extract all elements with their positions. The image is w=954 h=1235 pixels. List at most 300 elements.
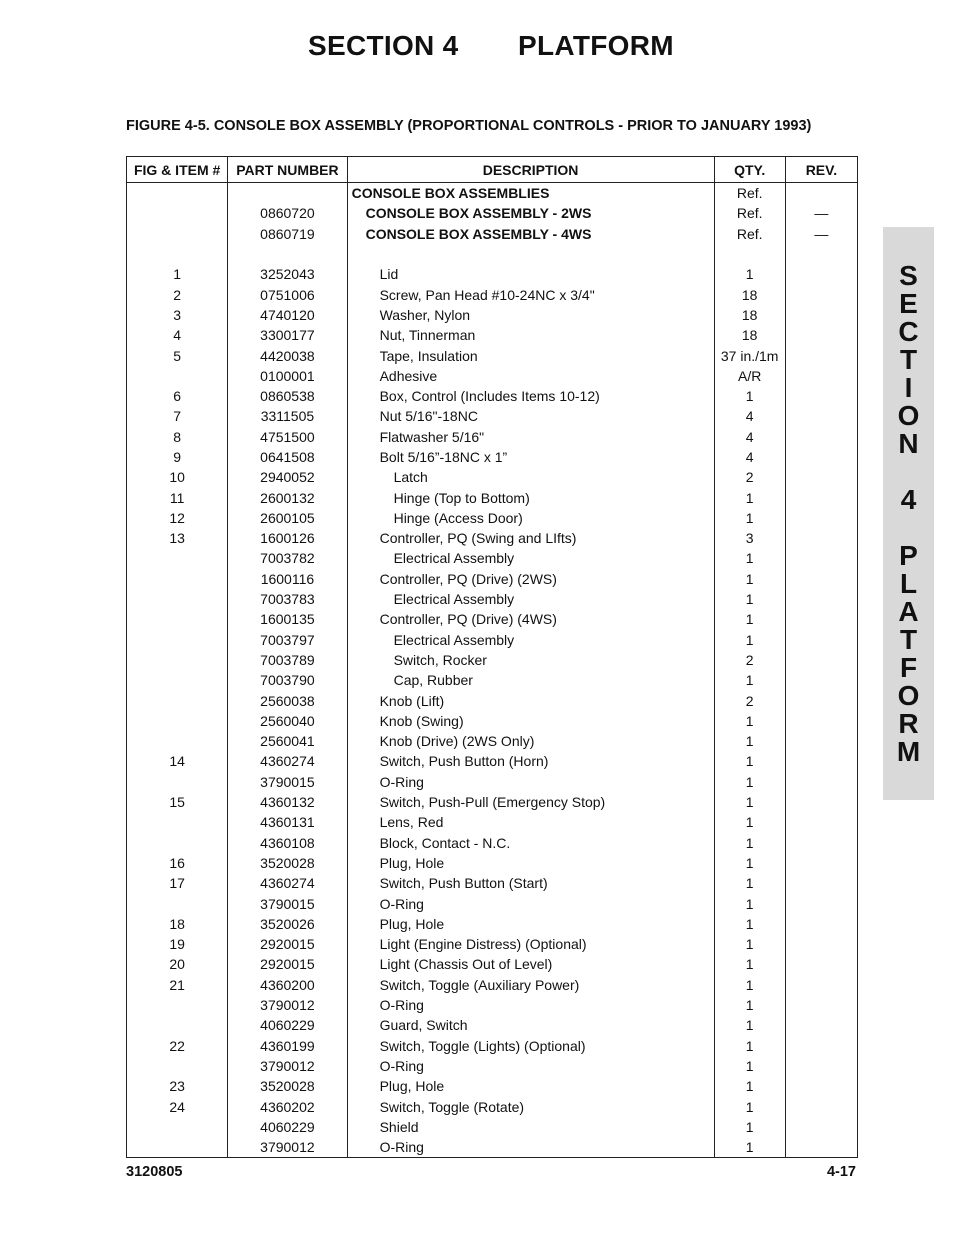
cell-fig-item: 21 — [127, 975, 228, 995]
cell-rev — [785, 772, 857, 792]
cell-description: Shield — [347, 1117, 714, 1137]
document-number: 3120805 — [126, 1164, 183, 1180]
cell-fig-item — [127, 731, 228, 751]
cell-description: O-Ring — [347, 1056, 714, 1076]
table-row — [127, 812, 858, 832]
table-row — [127, 366, 858, 386]
cell-part-number: 2920015 — [228, 934, 347, 954]
cell-part-number: 7003790 — [228, 670, 347, 690]
cell-part-number: 7003797 — [228, 630, 347, 650]
cell-qty: 1 — [714, 812, 785, 832]
cell-description: Electrical Assembly — [347, 548, 714, 568]
cell-rev — [785, 650, 857, 670]
cell-rev — [785, 873, 857, 893]
cell-description: Latch — [347, 467, 714, 487]
cell-qty: 2 — [714, 467, 785, 487]
table-row — [127, 690, 858, 710]
cell-rev — [785, 1117, 857, 1137]
cell-qty: 1 — [714, 975, 785, 995]
cell-fig-item — [127, 609, 228, 629]
cell-part-number: 0860538 — [228, 386, 347, 406]
figure-title: FIGURE 4-5. CONSOLE BOX ASSEMBLY (PROPORTIONAL CONTROLS - PRIOR TO JANUARY 1993) — [126, 118, 812, 134]
cell-part-number: 3520026 — [228, 914, 347, 934]
cell-rev — [785, 264, 857, 284]
cell-rev — [785, 975, 857, 995]
section-title: PLATFORM — [518, 30, 674, 61]
cell-rev — [785, 427, 857, 447]
cell-qty: 1 — [714, 954, 785, 974]
cell-fig-item: 17 — [127, 873, 228, 893]
cell-rev — [785, 548, 857, 568]
cell-rev — [785, 690, 857, 710]
cell-rev — [785, 853, 857, 873]
table-row — [127, 345, 858, 365]
cell-rev — [785, 1035, 857, 1055]
cell-part-number: 7003783 — [228, 589, 347, 609]
table-row — [127, 853, 858, 873]
cell-qty — [714, 244, 785, 264]
cell-fig-item — [127, 1117, 228, 1137]
cell-qty: 1 — [714, 792, 785, 812]
cell-part-number: 4060229 — [228, 1117, 347, 1137]
parts-table — [126, 156, 858, 1158]
side-tab-letter: T — [899, 624, 918, 655]
cell-part-number: 2600105 — [228, 508, 347, 528]
table-row — [127, 203, 858, 223]
cell-qty: 1 — [714, 934, 785, 954]
cell-description: Knob (Lift) — [347, 690, 714, 710]
cell-part-number: 0641508 — [228, 447, 347, 467]
cell-part-number: 4360108 — [228, 833, 347, 853]
cell-part-number: 4740120 — [228, 305, 347, 325]
cell-description: O-Ring — [347, 995, 714, 1015]
cell-part-number: 0751006 — [228, 284, 347, 304]
cell-fig-item — [127, 711, 228, 731]
table-row — [127, 1035, 858, 1055]
table-row — [127, 772, 858, 792]
cell-part-number: 3520028 — [228, 853, 347, 873]
cell-fig-item: 16 — [127, 853, 228, 873]
cell-fig-item: 19 — [127, 934, 228, 954]
cell-rev — [785, 386, 857, 406]
cell-qty: 1 — [714, 1035, 785, 1055]
cell-part-number: 3790012 — [228, 1137, 347, 1158]
table-row — [127, 244, 858, 264]
cell-part-number: 2560041 — [228, 731, 347, 751]
cell-qty: 1 — [714, 711, 785, 731]
cell-fig-item — [127, 548, 228, 568]
cell-qty: 4 — [714, 447, 785, 467]
cell-description: Block, Contact - N.C. — [347, 833, 714, 853]
cell-description: Controller, PQ (Drive) (4WS) — [347, 609, 714, 629]
cell-description: Box, Control (Includes Items 10-12) — [347, 386, 714, 406]
cell-part-number: 4360132 — [228, 792, 347, 812]
cell-description: Controller, PQ (Swing and LIfts) — [347, 528, 714, 548]
cell-part-number: 1600116 — [228, 569, 347, 589]
cell-fig-item — [127, 893, 228, 913]
side-tab-letter: I — [904, 372, 913, 403]
cell-rev — [785, 833, 857, 853]
cell-description: Cap, Rubber — [347, 670, 714, 690]
cell-qty: Ref. — [714, 203, 785, 223]
table-row — [127, 508, 858, 528]
cell-qty: 1 — [714, 569, 785, 589]
cell-description: Switch, Push Button (Horn) — [347, 751, 714, 771]
cell-fig-item — [127, 812, 228, 832]
cell-fig-item: 9 — [127, 447, 228, 467]
cell-description: Hinge (Top to Bottom) — [347, 487, 714, 507]
cell-fig-item — [127, 1056, 228, 1076]
cell-qty: 1 — [714, 386, 785, 406]
side-tab-letter: O — [897, 680, 920, 711]
cell-fig-item — [127, 569, 228, 589]
cell-qty: 1 — [714, 833, 785, 853]
cell-part-number: 3520028 — [228, 1076, 347, 1096]
table-row — [127, 427, 858, 447]
cell-description: Bolt 5/16”-18NC x 1” — [347, 447, 714, 467]
cell-qty: 1 — [714, 914, 785, 934]
cell-fig-item: 23 — [127, 1076, 228, 1096]
table-row — [127, 487, 858, 507]
cell-qty: Ref. — [714, 183, 785, 204]
cell-description: Switch, Toggle (Rotate) — [347, 1096, 714, 1116]
cell-rev — [785, 751, 857, 771]
cell-fig-item: 8 — [127, 427, 228, 447]
cell-part-number: 4751500 — [228, 427, 347, 447]
table-row — [127, 670, 858, 690]
cell-rev — [785, 934, 857, 954]
cell-qty: A/R — [714, 366, 785, 386]
table-row — [127, 630, 858, 650]
cell-fig-item: 7 — [127, 406, 228, 426]
table-row — [127, 954, 858, 974]
table-row — [127, 183, 858, 204]
cell-part-number: 0860719 — [228, 224, 347, 244]
side-tab-letter: F — [899, 652, 918, 683]
cell-rev — [785, 1137, 857, 1158]
cell-fig-item — [127, 772, 228, 792]
cell-description: CONSOLE BOX ASSEMBLY - 2WS — [347, 203, 714, 223]
table-row — [127, 975, 858, 995]
cell-fig-item: 10 — [127, 467, 228, 487]
cell-qty: 1 — [714, 508, 785, 528]
cell-fig-item — [127, 650, 228, 670]
side-tab-letter: C — [898, 316, 919, 347]
cell-fig-item: 6 — [127, 386, 228, 406]
cell-description: Screw, Pan Head #10-24NC x 3/4" — [347, 284, 714, 304]
table-row — [127, 711, 858, 731]
cell-fig-item — [127, 244, 228, 264]
cell-fig-item — [127, 1137, 228, 1158]
cell-part-number: 3790012 — [228, 995, 347, 1015]
side-tab-letter: 4 — [900, 484, 917, 515]
cell-fig-item: 13 — [127, 528, 228, 548]
table-row — [127, 609, 858, 629]
cell-fig-item — [127, 203, 228, 223]
table-row — [127, 528, 858, 548]
cell-part-number: 1600135 — [228, 609, 347, 629]
cell-description: Guard, Switch — [347, 1015, 714, 1035]
table-row — [127, 548, 858, 568]
cell-fig-item — [127, 183, 228, 204]
col-header-qty: QTY. — [714, 157, 785, 183]
cell-fig-item — [127, 690, 228, 710]
cell-rev — [785, 792, 857, 812]
table-row — [127, 305, 858, 325]
cell-qty: 1 — [714, 1117, 785, 1137]
cell-part-number: 3311505 — [228, 406, 347, 426]
cell-qty: 1 — [714, 1015, 785, 1035]
cell-rev — [785, 1076, 857, 1096]
cell-fig-item — [127, 630, 228, 650]
cell-fig-item: 5 — [127, 345, 228, 365]
section-side-tab — [883, 227, 934, 800]
cell-qty: 2 — [714, 650, 785, 670]
table-header-row — [127, 157, 858, 183]
side-tab-letter: L — [899, 568, 918, 599]
cell-fig-item: 15 — [127, 792, 228, 812]
page-number: 4-17 — [826, 1164, 856, 1180]
cell-part-number: 2600132 — [228, 487, 347, 507]
cell-part-number — [228, 244, 347, 264]
cell-qty: 4 — [714, 406, 785, 426]
cell-description: Light (Engine Distress) (Optional) — [347, 934, 714, 954]
cell-qty: 3 — [714, 528, 785, 548]
cell-qty: 2 — [714, 690, 785, 710]
cell-part-number: 4360200 — [228, 975, 347, 995]
cell-description: O-Ring — [347, 1137, 714, 1158]
cell-fig-item — [127, 224, 228, 244]
page-header — [0, 30, 954, 70]
cell-description: Knob (Drive) (2WS Only) — [347, 731, 714, 751]
cell-description: Electrical Assembly — [347, 630, 714, 650]
cell-description: Lid — [347, 264, 714, 284]
cell-description: Plug, Hole — [347, 1076, 714, 1096]
cell-qty: 1 — [714, 548, 785, 568]
cell-part-number: 3790012 — [228, 1056, 347, 1076]
table-row — [127, 224, 858, 244]
cell-part-number: 4360202 — [228, 1096, 347, 1116]
cell-part-number: 3790015 — [228, 893, 347, 913]
cell-description: Nut, Tinnerman — [347, 325, 714, 345]
cell-fig-item: 20 — [127, 954, 228, 974]
col-header-description: DESCRIPTION — [347, 157, 714, 183]
table-row — [127, 1117, 858, 1137]
cell-rev — [785, 954, 857, 974]
table-row — [127, 1076, 858, 1096]
cell-fig-item — [127, 833, 228, 853]
table-row — [127, 447, 858, 467]
cell-rev — [785, 528, 857, 548]
cell-rev — [785, 284, 857, 304]
table-row — [127, 873, 858, 893]
cell-rev — [785, 508, 857, 528]
cell-fig-item: 24 — [127, 1096, 228, 1116]
cell-part-number — [228, 183, 347, 204]
cell-qty: 1 — [714, 853, 785, 873]
table-row — [127, 264, 858, 284]
table-row — [127, 995, 858, 1015]
table-row — [127, 751, 858, 771]
cell-qty: 1 — [714, 1137, 785, 1158]
parts-table-body — [127, 183, 858, 1158]
cell-part-number: 1600126 — [228, 528, 347, 548]
cell-description: Switch, Toggle (Auxiliary Power) — [347, 975, 714, 995]
cell-description: Electrical Assembly — [347, 589, 714, 609]
cell-qty: 1 — [714, 751, 785, 771]
cell-description: Light (Chassis Out of Level) — [347, 954, 714, 974]
cell-rev — [785, 345, 857, 365]
cell-part-number: 4360274 — [228, 873, 347, 893]
cell-description: O-Ring — [347, 772, 714, 792]
cell-description: Adhesive — [347, 366, 714, 386]
cell-qty: 18 — [714, 305, 785, 325]
cell-description: Washer, Nylon — [347, 305, 714, 325]
side-tab-letter: A — [898, 596, 919, 627]
table-row — [127, 1096, 858, 1116]
cell-fig-item: 14 — [127, 751, 228, 771]
cell-part-number: 7003789 — [228, 650, 347, 670]
cell-rev — [785, 325, 857, 345]
cell-part-number: 0100001 — [228, 366, 347, 386]
cell-rev — [785, 995, 857, 1015]
cell-rev — [785, 589, 857, 609]
cell-description — [347, 244, 714, 264]
cell-qty: 1 — [714, 630, 785, 650]
side-tab-letter: P — [899, 540, 918, 571]
cell-description: Plug, Hole — [347, 914, 714, 934]
cell-qty: 1 — [714, 731, 785, 751]
table-row — [127, 325, 858, 345]
side-tab-letter: R — [898, 708, 919, 739]
cell-part-number: 3790015 — [228, 772, 347, 792]
col-header-part-number: PART NUMBER — [228, 157, 347, 183]
cell-rev — [785, 914, 857, 934]
cell-fig-item: 2 — [127, 284, 228, 304]
cell-qty: 1 — [714, 1096, 785, 1116]
table-row — [127, 1137, 858, 1158]
table-row — [127, 1056, 858, 1076]
cell-qty: 1 — [714, 589, 785, 609]
cell-qty: 1 — [714, 995, 785, 1015]
cell-fig-item — [127, 589, 228, 609]
cell-qty: 1 — [714, 873, 785, 893]
cell-rev — [785, 731, 857, 751]
cell-fig-item — [127, 995, 228, 1015]
cell-rev — [785, 569, 857, 589]
cell-part-number: 4060229 — [228, 1015, 347, 1035]
cell-rev — [785, 812, 857, 832]
cell-fig-item: 11 — [127, 487, 228, 507]
cell-description: Switch, Push-Pull (Emergency Stop) — [347, 792, 714, 812]
table-row — [127, 467, 858, 487]
cell-description: Hinge (Access Door) — [347, 508, 714, 528]
table-row — [127, 589, 858, 609]
cell-description: Lens, Red — [347, 812, 714, 832]
cell-qty: 1 — [714, 893, 785, 913]
cell-rev — [785, 1015, 857, 1035]
cell-part-number: 4420038 — [228, 345, 347, 365]
cell-part-number: 2940052 — [228, 467, 347, 487]
cell-description: Knob (Swing) — [347, 711, 714, 731]
cell-qty: 1 — [714, 772, 785, 792]
table-row — [127, 893, 858, 913]
cell-part-number: 0860720 — [228, 203, 347, 223]
table-row — [127, 833, 858, 853]
cell-description: Switch, Rocker — [347, 650, 714, 670]
cell-description: Switch, Toggle (Lights) (Optional) — [347, 1035, 714, 1055]
cell-qty: 1 — [714, 609, 785, 629]
cell-qty: 1 — [714, 670, 785, 690]
cell-qty: 1 — [714, 1056, 785, 1076]
table-row — [127, 914, 858, 934]
cell-description: CONSOLE BOX ASSEMBLY - 4WS — [347, 224, 714, 244]
cell-rev — [785, 305, 857, 325]
cell-part-number: 3252043 — [228, 264, 347, 284]
cell-description: Tape, Insulation — [347, 345, 714, 365]
cell-rev — [785, 467, 857, 487]
table-row — [127, 650, 858, 670]
table-row — [127, 406, 858, 426]
table-row — [127, 731, 858, 751]
cell-rev — [785, 893, 857, 913]
table-row — [127, 934, 858, 954]
table-row — [127, 284, 858, 304]
side-tab-letter: M — [896, 736, 921, 767]
section-number: SECTION 4 — [308, 30, 459, 61]
cell-part-number: 4360274 — [228, 751, 347, 771]
table-row — [127, 1015, 858, 1035]
cell-rev — [785, 670, 857, 690]
cell-rev — [785, 183, 857, 204]
cell-rev: — — [785, 224, 857, 244]
cell-rev — [785, 630, 857, 650]
col-header-fig-item: FIG & ITEM # — [127, 157, 228, 183]
col-header-rev: REV. — [785, 157, 857, 183]
cell-rev — [785, 244, 857, 264]
cell-description: Switch, Push Button (Start) — [347, 873, 714, 893]
side-tab-letter: T — [899, 344, 918, 375]
cell-part-number: 2920015 — [228, 954, 347, 974]
cell-fig-item — [127, 670, 228, 690]
cell-part-number: 7003782 — [228, 548, 347, 568]
side-tab-letter: N — [898, 428, 919, 459]
cell-fig-item: 1 — [127, 264, 228, 284]
cell-fig-item: 12 — [127, 508, 228, 528]
side-tab-letter: E — [899, 288, 918, 319]
cell-qty: 1 — [714, 264, 785, 284]
cell-qty: Ref. — [714, 224, 785, 244]
cell-fig-item — [127, 366, 228, 386]
cell-rev — [785, 1056, 857, 1076]
cell-qty: 1 — [714, 487, 785, 507]
cell-part-number: 4360199 — [228, 1035, 347, 1055]
cell-description: Flatwasher 5/16" — [347, 427, 714, 447]
side-tab-letter: O — [897, 400, 920, 431]
side-tab-letter: S — [899, 260, 918, 291]
cell-part-number: 2560040 — [228, 711, 347, 731]
cell-fig-item: 3 — [127, 305, 228, 325]
cell-qty: 37 in./1m — [714, 345, 785, 365]
cell-rev — [785, 366, 857, 386]
cell-qty: 18 — [714, 325, 785, 345]
cell-rev — [785, 447, 857, 467]
cell-description: Controller, PQ (Drive) (2WS) — [347, 569, 714, 589]
table-row — [127, 386, 858, 406]
cell-fig-item: 18 — [127, 914, 228, 934]
cell-rev — [785, 487, 857, 507]
cell-fig-item — [127, 1015, 228, 1035]
